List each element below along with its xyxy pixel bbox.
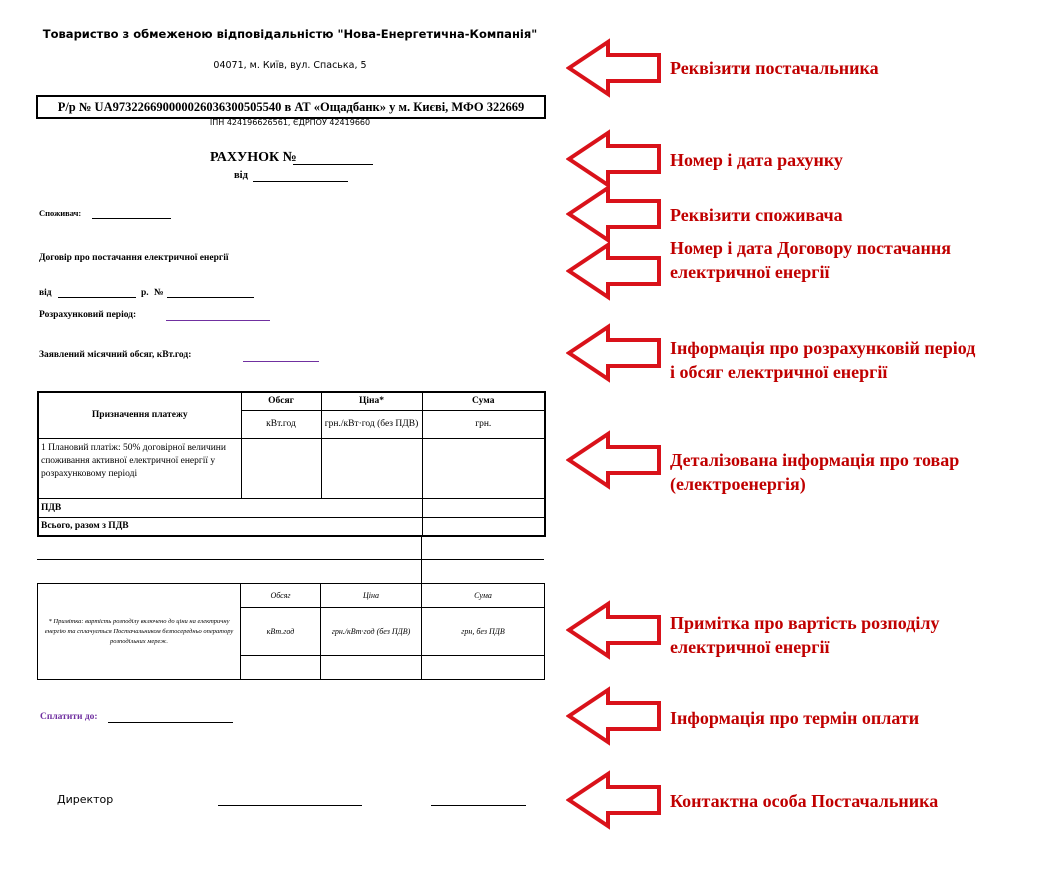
contract-date-blank[interactable] <box>58 297 136 298</box>
contract-title: Договір про постачання електричної енергії <box>39 253 229 263</box>
invoice-number-blank[interactable] <box>293 164 373 165</box>
invoice-date-label: від <box>234 170 248 181</box>
supplier-account: Р/р № UA973226690000026036300505540 в АТ «Ощадбанк» у м. Києві, МФО 322669 <box>57 100 525 114</box>
annotation-period-line2: і обсяг електричної енергії <box>670 362 888 382</box>
col-price-unit: грн./кВт·год (без ПДВ) <box>321 410 422 438</box>
arrow-left-icon <box>566 600 662 660</box>
contract-number-label: № <box>154 288 164 298</box>
annotation-consumer: Реквізити споживача <box>670 205 843 225</box>
volume-label: Заявлений місячний обсяг, кВт.год: <box>39 350 192 360</box>
note-price-cell[interactable] <box>321 656 422 680</box>
annotation-payment: Інформація про термін оплати <box>670 708 920 728</box>
col-price-header: Ціна* <box>321 392 422 410</box>
consumer-blank[interactable] <box>92 218 171 219</box>
arrow-left-icon <box>566 38 662 98</box>
supplier-name: Товариство з обмеженою відповідальністю "Нова-Енергетична-Компанія" <box>42 27 538 41</box>
contract-year-suffix: р. <box>141 288 149 298</box>
supplier-address: 04071, м. Київ, вул. Спаська, 5 <box>213 60 367 71</box>
note-col-sum: Сума <box>422 584 545 608</box>
annotation-supplier: Реквізити постачальника <box>670 58 879 78</box>
note-col-volume: Обсяг <box>241 584 321 608</box>
signature-role: Директор <box>57 793 114 806</box>
annotation-contract-line1: Номер і дата Договору постачання <box>670 238 951 258</box>
distribution-note-text: * Примітка: вартість розподілу включено до ціни на електричну енергію та сплачується Постачальником безпосередньо оператору розподільних мереж. <box>38 584 241 680</box>
total-sum-cell[interactable] <box>422 517 545 536</box>
signature-name-line[interactable] <box>431 805 526 806</box>
supplier-account-box <box>36 95 546 119</box>
note-unit-sum: грн, без ПДВ <box>422 608 545 656</box>
note-unit-volume: кВт.год <box>241 608 321 656</box>
main-payment-table <box>37 391 546 537</box>
note-volume-cell[interactable] <box>241 656 321 680</box>
row-planned-payment: 1 Плановий платіж: 50% договірної величини споживання активної електричної енергії у розрахунковому періоді <box>38 438 241 498</box>
contract-date-label: від <box>39 288 52 298</box>
period-blank[interactable] <box>166 320 270 321</box>
contract-number-blank[interactable] <box>167 297 254 298</box>
arrow-left-icon <box>566 241 662 301</box>
total-label: Всього, разом з ПДВ <box>38 517 422 536</box>
arrow-left-icon <box>566 686 662 746</box>
annotation-distribution-line2: електричної енергії <box>670 637 830 657</box>
row1-volume-cell[interactable] <box>241 438 321 498</box>
period-label: Розрахунковий період: <box>39 310 137 320</box>
annotation-distribution-line1: Примітка про вартість розподілу <box>670 613 940 633</box>
annotation-period-line1: Інформація про розрахунковій період <box>670 338 976 358</box>
consumer-label: Споживач: <box>39 208 82 218</box>
annotation-contact: Контактна особа Постачальника <box>670 791 939 811</box>
separator-line <box>37 559 544 560</box>
annotation-invoice-number: Номер і дата рахунку <box>670 150 843 170</box>
volume-blank[interactable] <box>243 361 319 362</box>
invoice-date-blank[interactable] <box>253 181 348 182</box>
distribution-note-table <box>37 583 545 680</box>
row1-price-cell[interactable] <box>321 438 422 498</box>
invoice-title: РАХУНОК № <box>210 150 297 165</box>
note-sum-cell[interactable] <box>422 656 545 680</box>
signature-line[interactable] <box>218 805 362 806</box>
arrow-left-icon <box>566 184 662 244</box>
note-col-price: Ціна <box>321 584 422 608</box>
payment-due-label: Сплатити до: <box>40 712 98 722</box>
vat-sum-cell[interactable] <box>422 498 545 517</box>
col-sum-unit: грн. <box>422 410 545 438</box>
arrow-left-icon <box>566 323 662 383</box>
purpose-header: Призначення платежу <box>38 392 241 438</box>
annotation-contract-line2: електричної енергії <box>670 262 830 282</box>
arrow-left-icon <box>566 430 662 490</box>
col-volume-unit: кВт.год <box>241 410 321 438</box>
arrow-left-icon <box>566 129 662 189</box>
annotation-product-line2: (електроенергія) <box>670 474 806 494</box>
col-volume-header: Обсяг <box>241 392 321 410</box>
note-unit-price: грн./кВт·год (без ПДВ) <box>321 608 422 656</box>
annotation-product-line1: Деталізована інформація про товар <box>670 450 960 470</box>
payment-due-blank[interactable] <box>108 722 233 723</box>
arrow-left-icon <box>566 770 662 830</box>
row1-sum-cell[interactable] <box>422 438 545 498</box>
supplier-tax-ids: ІПН 424196626561, ЄДРПОУ 42419660 <box>209 118 371 127</box>
vat-label: ПДВ <box>38 498 422 517</box>
col-sum-header: Сума <box>422 392 545 410</box>
